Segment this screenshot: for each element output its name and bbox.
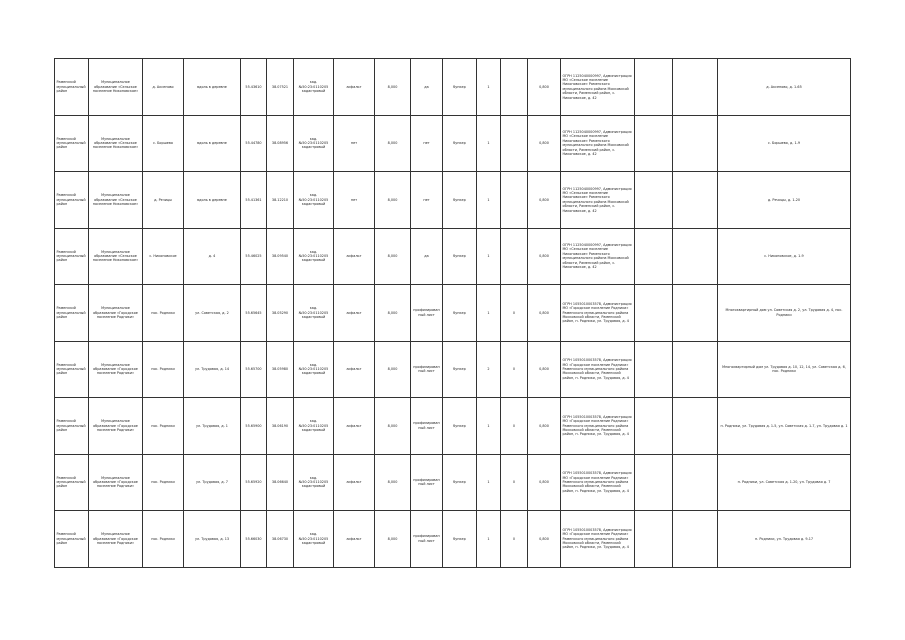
table-cell: 0,800 [528,454,561,511]
table-cell [635,398,673,455]
table-cell: ул. Трудовая, д. 1 [184,398,241,455]
table-cell: 1 [477,59,501,116]
table-cell: 55.41361 [241,172,267,229]
table-cell: 0,800 [528,398,561,455]
table-row [55,228,851,285]
table-cell: бункер [443,228,477,285]
table-cell: 0,800 [528,115,561,172]
table-cell: пос. Родники [143,285,184,342]
table-cell: ОГРН 1055010003578, Администрация МО «Городское поселение Родники» Раменского муниципального района Московской области, Раменский район, п. Родники, ул. Трудовая, д. 4 [561,511,635,568]
table-cell: 8,000 [375,341,411,398]
table-cell: 8,000 [375,59,411,116]
table-cell [673,285,718,342]
table-cell: Муниципальное образование «Городское поселение Родники» [89,511,143,568]
table-cell [501,59,528,116]
table-cell: ОГРН 1125040000997, Администрация МО «Сельское поселение Никоновское» Раменского муниципального района Московской области, Раменский район, с. Никоновское, д. 42 [561,115,635,172]
table-cell: ОГРН 1055010003578, Администрация МО «Городское поселение Родники» Раменского муниципального района Московской области, Раменский район, п. Родники, ул. Трудовая, д. 4 [561,341,635,398]
table-cell: 0,800 [528,59,561,116]
table-cell: Раменский муниципальный район [55,398,89,455]
table-cell: нет [334,115,375,172]
table-cell: с. Боршево, д. 1-9 [718,115,851,172]
table-cell [635,511,673,568]
table-cell: бункер [443,454,477,511]
table-cell: 55.43610 [241,59,267,116]
table-cell: бункер [443,341,477,398]
table-cell: 1 [477,172,501,229]
table-cell: 0 [501,511,528,568]
table-cell: бункер [443,59,477,116]
table-cell: кад.№50:23:0110205 кадастровый [294,341,334,398]
table-cell: бункер [443,511,477,568]
table-cell: Муниципальное образование «Городское поселение Родники» [89,454,143,511]
table-cell: нет [334,172,375,229]
table-cell: ОГРН 1125040000997, Администрация МО «Сельское поселение Никоновское» Раменского муниципального района Московской области, Раменский район, с. Никоновское, д. 42 [561,228,635,285]
table-cell: пос. Родники [143,511,184,568]
table-cell: 38.05290 [267,285,294,342]
table-cell: кад.№50:23:0110205 кадастровый [294,511,334,568]
table-row [55,454,851,511]
table-cell [673,59,718,116]
table-cell: Раменский муниципальный район [55,285,89,342]
table-cell: бункер [443,115,477,172]
table-cell: Раменский муниципальный район [55,228,89,285]
table-cell [501,228,528,285]
table-cell [673,398,718,455]
table-cell: Раменский муниципальный район [55,454,89,511]
table-cell: 1 [477,398,501,455]
table-cell: 8,000 [375,172,411,229]
table-cell: п. Родники, ул. Трудовая д. 1-5, ул. Советская д. 1-7, ул. Трудовая д. 1 [718,398,851,455]
table-cell: 55.65920 [241,454,267,511]
table-cell: 38.05980 [267,341,294,398]
table-cell: ул. Трудовая, д. 14 [184,341,241,398]
table-cell [635,341,673,398]
table-cell: асфальт [334,341,375,398]
table-cell: бункер [443,172,477,229]
table-cell: пос. Родники [143,341,184,398]
table-cell: 38.12210 [267,172,294,229]
table-cell: Муниципальное образование «Сельское поселение Никоновское» [89,59,143,116]
table-cell [635,172,673,229]
table-cell: 8,000 [375,285,411,342]
table-cell: да [411,59,443,116]
table-cell: кад.№50:23:0110205 кадастровый [294,398,334,455]
table-cell: Многоквартирный дом ул. Советская д. 2, ул. Трудовая д. 4, пос. Родники [718,285,851,342]
table-cell: ул. Советская, д. 2 [184,285,241,342]
table-cell: Муниципальное образование «Сельское поселение Никоновское» [89,172,143,229]
table-cell: 1 [477,228,501,285]
table-row [55,172,851,229]
table-cell: 55.65700 [241,341,267,398]
table-cell: д. Аксеново [143,59,184,116]
table-cell: асфальт [334,398,375,455]
table-cell [501,172,528,229]
table-cell: 55.65645 [241,285,267,342]
table-cell [673,172,718,229]
table-cell: Муниципальное образование «Сельское поселение Никоновское» [89,115,143,172]
table-cell: Раменский муниципальный район [55,511,89,568]
table-cell: 2 [477,341,501,398]
table-cell: профилированный лист [411,398,443,455]
table-cell: асфальт [334,454,375,511]
table-cell: 0 [501,454,528,511]
table-cell: д. Аксеново, д. 1-65 [718,59,851,116]
table-cell: 8,000 [375,511,411,568]
table-cell: 55.44780 [241,115,267,172]
table-cell: ОГРН 1055010003578, Администрация МО «Городское поселение Родники» Раменского муниципального района Московской области, Раменский район, п. Родники, ул. Трудовая, д. 4 [561,285,635,342]
table-cell: с. Боршево [143,115,184,172]
table-row [55,285,851,342]
table-cell: 8,000 [375,398,411,455]
table-cell: ул. Трудовая, д. 13 [184,511,241,568]
table-cell: 1 [477,285,501,342]
table-cell: 55.66030 [241,511,267,568]
table-cell: 8,000 [375,454,411,511]
table-cell: 38.06190 [267,398,294,455]
table-cell: асфальт [334,285,375,342]
table-cell: Многоквартирный дом ул. Трудовая д. 10, 12, 14, ул. Советская д. 6, пос. Родники [718,341,851,398]
table-cell: асфальт [334,511,375,568]
table-cell [673,511,718,568]
table-cell: бункер [443,398,477,455]
table-cell: п. Родники, ул. Советская д. 1-20, ул. Трудовая д. 7 [718,454,851,511]
table-cell: ОГРН 1125040000997, Администрация МО «Сельское поселение Никоновское» Раменского муниципального района Московской области, Раменский район, с. Никоновское, д. 42 [561,172,635,229]
table-row [55,115,851,172]
table-row [55,59,851,116]
table-cell: Раменский муниципальный район [55,115,89,172]
table-cell: нет [411,172,443,229]
table-cell: ОГРН 1055010003578, Администрация МО «Городское поселение Родники» Раменского муниципального района Московской области, Раменский район, п. Родники, ул. Трудовая, д. 4 [561,454,635,511]
table-cell [635,228,673,285]
table-cell: вдоль в деревне [184,172,241,229]
table-cell: ул. Трудовая, д. 7 [184,454,241,511]
table-cell: асфальт [334,59,375,116]
table-cell: Муниципальное образование «Городское поселение Родники» [89,398,143,455]
table-cell: нет [411,115,443,172]
table-cell: 0,800 [528,341,561,398]
table-cell: Муниципальное образование «Городское поселение Родники» [89,341,143,398]
table-cell: кад.№50:23:0110205 кадастровый [294,59,334,116]
table-cell: 38.07521 [267,59,294,116]
table-cell [673,115,718,172]
table-cell: бункер [443,285,477,342]
table-row [55,398,851,455]
table-cell: вдоль в деревне [184,115,241,172]
table-cell: 8,000 [375,115,411,172]
table-cell: 55.46025 [241,228,267,285]
table-cell: кад.№50:23:0110205 кадастровый [294,285,334,342]
table-cell: кад.№50:23:0110205 кадастровый [294,115,334,172]
table-cell: асфальт [334,228,375,285]
table-cell: 38.06640 [267,454,294,511]
table-cell: Муниципальное образование «Сельское поселение Никоновское» [89,228,143,285]
table-cell: ОГРН 1055010003578, Администрация МО «Городское поселение Родники» Раменского муниципального района Московской области, Раменский район, п. Родники, ул. Трудовая, д. 4 [561,398,635,455]
table-cell: 38.09540 [267,228,294,285]
table-cell [673,228,718,285]
table-cell: 1 [477,454,501,511]
table-cell: пос. Родники [143,454,184,511]
table-cell: 0,800 [528,228,561,285]
table-cell: пос. Родники [143,398,184,455]
table-cell: 0,800 [528,511,561,568]
table-cell: 0 [501,341,528,398]
table-cell: 0 [501,285,528,342]
table-cell: вдоль в деревне [184,59,241,116]
table-row [55,341,851,398]
table-cell: да [411,228,443,285]
table-cell [635,59,673,116]
table-cell [635,115,673,172]
table-cell: профилированный лист [411,454,443,511]
table-cell: Раменский муниципальный район [55,172,89,229]
table-row [55,511,851,568]
table-cell [635,285,673,342]
table-cell: профилированный лист [411,341,443,398]
table-cell: 1 [477,511,501,568]
table-cell: кад.№50:23:0110205 кадастровый [294,172,334,229]
table-cell: профилированный лист [411,285,443,342]
table-cell: Раменский муниципальный район [55,341,89,398]
table-cell [673,341,718,398]
table-cell: кад.№50:23:0110205 кадастровый [294,454,334,511]
table-cell: ОГРН 1125040000997, Администрация МО «Сельское поселение Никоновское» Раменского муниципального района Московской области, Раменский район, с. Никоновское, д. 42 [561,59,635,116]
table-cell: с. Никоновское [143,228,184,285]
table-cell: 1 [477,115,501,172]
table-cell: с. Никоновское, д. 1-9 [718,228,851,285]
table-cell: п. Родники, ул. Трудовая д. 9-17 [718,511,851,568]
table-cell: Муниципальное образование «Городское поселение Родники» [89,285,143,342]
table-cell: д. Речицы, д. 1-20 [718,172,851,229]
table-cell: 55.65900 [241,398,267,455]
table-cell: 8,000 [375,228,411,285]
table-cell: Раменский муниципальный район [55,59,89,116]
table-cell: профилированный лист [411,511,443,568]
table-cell: 0,800 [528,172,561,229]
table-cell: 0,800 [528,285,561,342]
table-cell: 38.06730 [267,511,294,568]
table-cell [501,115,528,172]
table-cell: д. Речицы [143,172,184,229]
table-cell: д. 4 [184,228,241,285]
table-cell [635,454,673,511]
table-cell: кад.№50:23:0110205 кадастровый [294,228,334,285]
table-cell: 0 [501,398,528,455]
table-cell [673,454,718,511]
waste-sites-registry-table [54,58,851,568]
table-cell: 38.08956 [267,115,294,172]
